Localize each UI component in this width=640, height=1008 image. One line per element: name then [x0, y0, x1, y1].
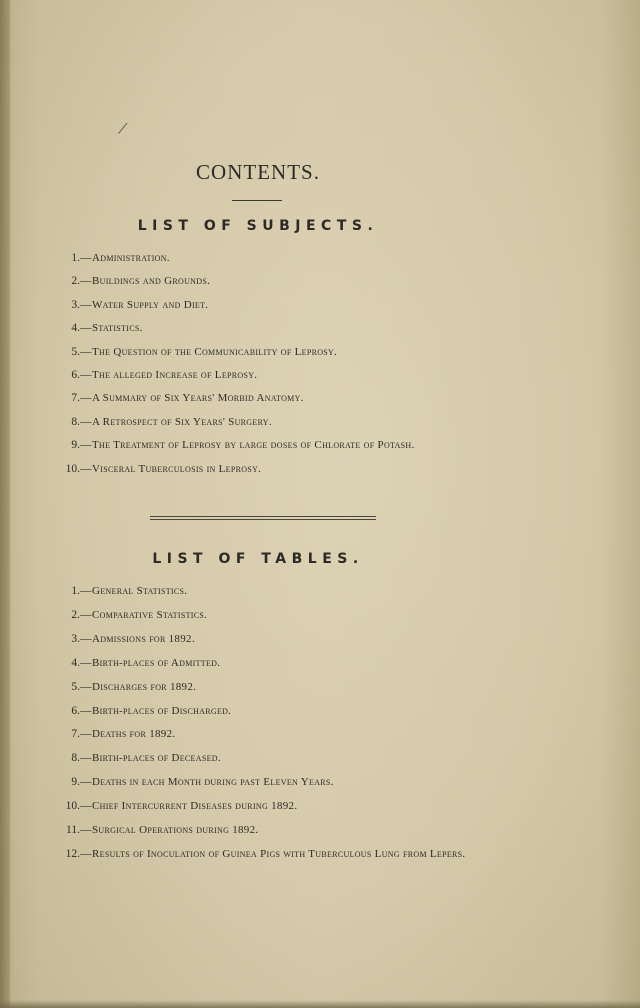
item-number: 4.: [71, 322, 80, 335]
item-dash: —: [80, 275, 92, 288]
item-label: The Treatment of Leprosy by large doses of Chlorate of Potash.: [92, 439, 415, 452]
list-item: [0, 436, 640, 454]
item-number: 6.: [71, 369, 80, 381]
list-item: [0, 749, 640, 767]
list-item: [0, 654, 640, 672]
item-number: 3.: [71, 298, 80, 311]
item-number: 9.: [71, 776, 80, 789]
item-number: 4.: [71, 656, 80, 669]
list-item: [0, 249, 640, 267]
title-rule: [232, 200, 282, 201]
item-dash: —: [80, 392, 92, 405]
item-number: 2.: [71, 275, 80, 288]
item-label: Chief Intercurrent Diseases during 1892.: [92, 800, 298, 813]
item-label: Discharges for 1892.: [92, 680, 197, 693]
item-number: 1.: [71, 585, 80, 597]
item-number: 1.: [71, 252, 80, 264]
item-label: Birth-places of Admitted.: [92, 656, 221, 669]
list-item: [0, 413, 640, 431]
item-dash: —: [80, 439, 92, 452]
item-label: Admissions for 1892.: [92, 632, 195, 645]
item-number: 11.: [66, 824, 80, 836]
item-dash: —: [80, 752, 92, 765]
item-dash: —: [80, 252, 92, 264]
list-item: [0, 319, 640, 337]
item-label: Statistics.: [92, 322, 143, 335]
list-item: [0, 845, 640, 863]
item-number: 2.: [71, 608, 80, 621]
item-dash: —: [80, 847, 92, 860]
item-number: 9.: [71, 439, 80, 452]
list-item: [0, 272, 640, 290]
item-dash: —: [80, 632, 92, 645]
list-item: [0, 343, 640, 361]
item-dash: —: [80, 415, 92, 428]
list-item: [0, 606, 640, 624]
section-divider: [150, 516, 376, 520]
list-item: [0, 773, 640, 791]
pencil-mark: /: [118, 117, 128, 139]
list-item: [0, 582, 640, 600]
item-number: 8.: [71, 752, 80, 765]
item-label: General Statistics.: [92, 585, 188, 597]
item-label: A Summary of Six Years' Morbid Anatomy.: [92, 392, 304, 405]
item-number: 3.: [71, 632, 80, 645]
item-dash: —: [80, 680, 92, 693]
item-label: Comparative Statistics.: [92, 608, 208, 621]
item-dash: —: [80, 728, 92, 741]
item-number: 7.: [71, 728, 80, 741]
item-label: A Retrospect of Six Years' Surgery.: [92, 415, 272, 428]
page-title: CONTENTS.: [196, 160, 320, 184]
item-dash: —: [80, 322, 92, 335]
item-number: 10.: [65, 462, 80, 475]
item-label: Buildings and Grounds.: [92, 275, 211, 288]
tables-heading: LIST OF TABLES.: [152, 551, 364, 567]
item-dash: —: [80, 704, 92, 717]
item-label: Administration.: [92, 252, 170, 264]
item-label: Visceral Tuberculosis in Leprosy.: [92, 462, 262, 475]
list-item: [0, 678, 640, 696]
list-item: [0, 797, 640, 815]
item-label: Results of Inoculation of Guinea Pigs with Tuberculous Lung from Lepers.: [92, 847, 466, 860]
list-item: [0, 366, 640, 384]
list-item: [0, 821, 640, 839]
item-dash: —: [80, 656, 92, 669]
list-item: [0, 630, 640, 648]
list-item: [0, 725, 640, 743]
item-dash: —: [80, 585, 92, 597]
item-number: 6.: [71, 704, 80, 717]
item-dash: —: [80, 776, 92, 789]
item-label: Surgical Operations during 1892.: [92, 824, 259, 836]
item-number: 5.: [71, 345, 80, 358]
item-dash: —: [80, 462, 92, 475]
list-item: [0, 460, 640, 478]
item-label: Birth-places of Discharged.: [92, 704, 232, 717]
item-number: 12.: [65, 847, 80, 860]
item-label: Water Supply and Diet.: [92, 298, 209, 311]
list-item: [0, 702, 640, 720]
item-label: The Question of the Communicability of Leprosy.: [92, 345, 338, 358]
item-number: 8.: [71, 415, 80, 428]
list-item: [0, 296, 640, 314]
subjects-heading: LIST OF SUBJECTS.: [137, 218, 379, 234]
item-dash: —: [80, 345, 92, 358]
item-dash: —: [80, 298, 92, 311]
item-dash: —: [80, 824, 92, 836]
item-dash: —: [80, 608, 92, 621]
item-dash: —: [80, 800, 92, 813]
item-label: Deaths for 1892.: [92, 728, 176, 741]
item-number: 7.: [71, 392, 80, 405]
list-item: [0, 389, 640, 407]
item-number: 10.: [65, 800, 80, 813]
item-number: 5.: [71, 680, 80, 693]
item-dash: —: [80, 369, 92, 381]
item-label: Birth-places of Deceased.: [92, 752, 221, 765]
item-label: Deaths in each Month during past Eleven Years.: [92, 776, 334, 789]
item-label: The alleged Increase of Leprosy.: [92, 369, 258, 381]
